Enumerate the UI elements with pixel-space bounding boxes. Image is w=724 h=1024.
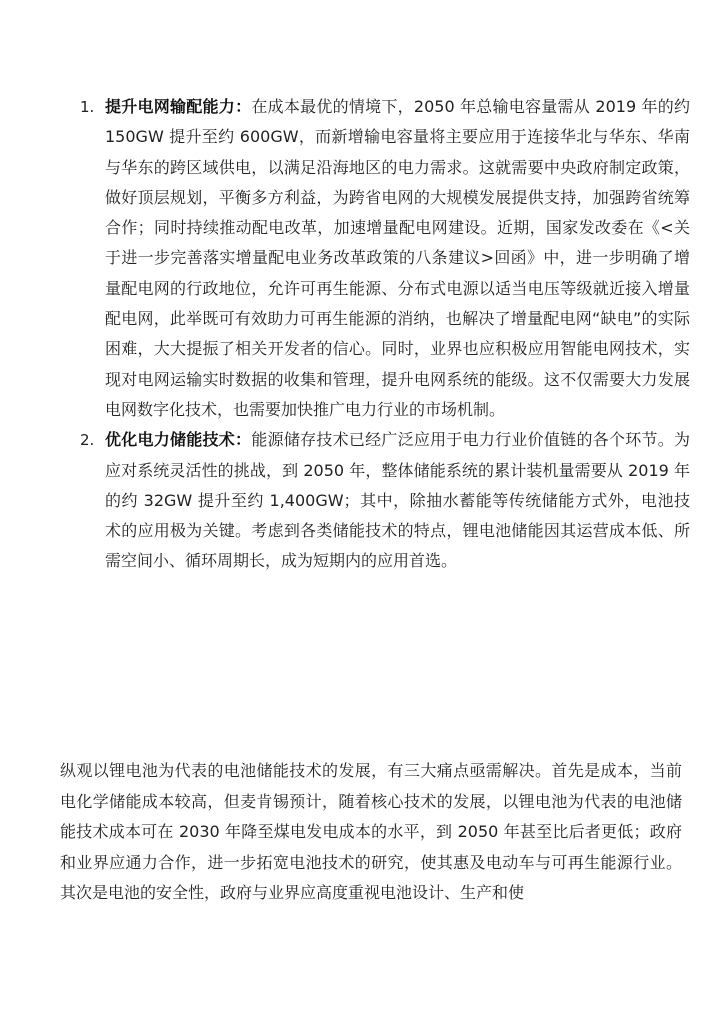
list-item [80,425,690,576]
list-item-number: 1. [80,98,95,116]
body-paragraph: 纵观以锂电池为代表的电池储能技术的发展，有三大痛点亟需解决。首先是成本，当前电化学储能成本较高，但麦肯锡预计，随着核心技术的发展，以锂电池为代表的电池储能技术成本可在 2030 年降至煤电发电成本的水平，到 2050 年甚至比后者更低；政府和业界应通力合作，进一步拓宽电池技术的研究，使其惠及电动车与可再生能源行业。其次是电池的安全性，政府与业界应高度重视电池设计、生产和使 [60,761,682,903]
list-item-title: 优化电力储能技术： [105,430,252,450]
list-item-title: 提升电网输配能力： [105,97,252,116]
list-item-text: 能源储存技术已经广泛应用于电力行业价值链的各个环节。为应对系统灵活性的挑战，到 2050 年，整体储能系统的累计装机量需要从 2019 年的约 32GW 提升至约 1,400GW；其中，除抽水蓄能等传统储能方式外，电池技术的应用极为关键。考虑到各类储能技术的特点，锂电池储能因其运营成本低、所需空间小、循环周期长，成为短期内的应用首选。 [105,430,690,571]
numbered-list [80,92,690,577]
list-item-text: 在成本最优的情境下，2050 年总输电容量需从 2019 年的约 150GW 提升至约 600GW，而新增输电容量将主要应用于连接华北与华东、华南与华东的跨区域供电，以满足沿海地区的电力需求。这就需要中央政府制定政策，做好顶层规划，平衡多方利益，为跨省电网的大规模发展提供支持，加强跨省统筹合作；同时持续推动配电改革，加速增量配电网建设。近期，国家发改委在《<关于进一步完善落实增量配电业务改革政策的八条建议>回函》中，进一步明确了增量配电网的行政地位，允许可再生能源、分布式电源以适当电压等级就近接入增量配电网，此举既可有效助力可再生能源的消纳，也解决了增量配电网“缺电”的实际困难，大大提振了相关开发者的信心。同时，业界也应积极应用智能电网技术，实现对电网运输实时数据的收集和管理，提升电网系统的能级。这不仅需要大力发展电网数字化技术，也需要加快推广电力行业的市场机制。 [105,97,690,419]
list-item-number: 2. [80,431,95,450]
list-item [80,92,690,425]
